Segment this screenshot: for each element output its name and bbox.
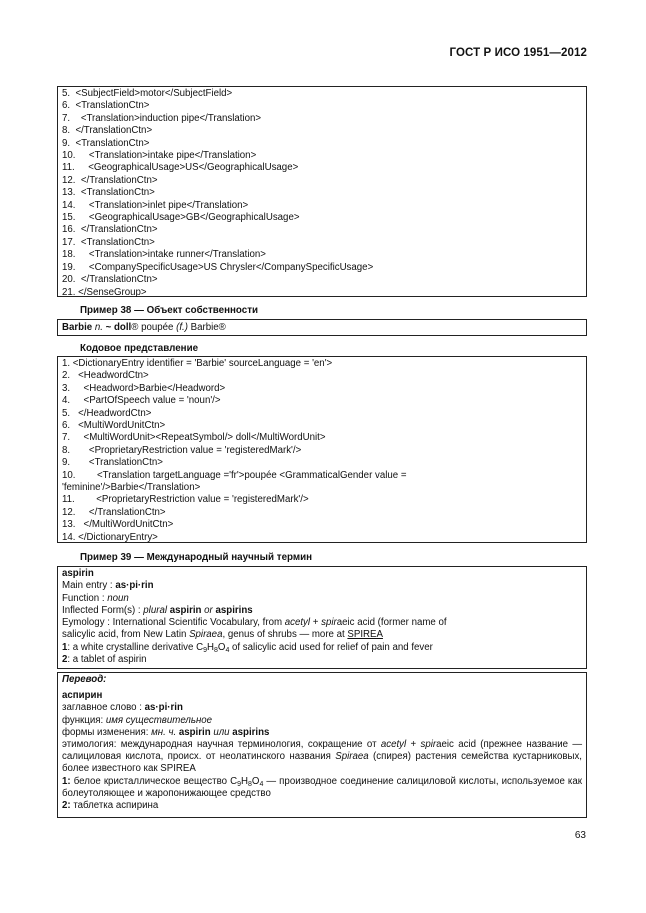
code-line: 13. <TranslationCtn>: [62, 187, 155, 199]
example-39-russian-translation: [57, 672, 587, 818]
code-line: 16. </TranslationCtn>: [62, 224, 158, 236]
ru-func-label: функция:: [62, 714, 106, 726]
code-line: 4. <PartOfSpeech value = 'noun'/>: [62, 395, 221, 407]
code-line: 15. <GeographicalUsage>GB</GeographicalUsage>: [62, 212, 300, 224]
function-line: [62, 593, 582, 605]
entry-registered-poupee: ® poupée: [131, 322, 177, 333]
ru-sub-9: 9: [237, 780, 241, 788]
ru-formula-h: H: [240, 775, 248, 787]
entry-pos: n.: [94, 322, 103, 333]
ru-etym-acetyl: acetyl: [380, 739, 407, 751]
etym1-spir: spir: [321, 617, 337, 629]
ru-etym-spiraea: Spiraea: [335, 751, 369, 763]
code-line: 9. <TranslationCtn>: [62, 137, 150, 149]
sense1-rest: of salicylic acid used for relief of pain and fever: [229, 641, 433, 653]
code-line: 2. <HeadwordCtn>: [62, 370, 149, 382]
inflected-form1: aspirin: [169, 604, 202, 616]
ru-sub-4: 4: [259, 780, 264, 788]
ru-etym-a: этимология: международная научная терминология, сокращение от: [62, 739, 381, 751]
aspirin-headword: aspirin: [62, 568, 94, 579]
sense-1: [62, 642, 582, 654]
entry-tilde-doll: ~ doll: [105, 322, 132, 333]
sense1-num: 1: [62, 641, 68, 653]
document-code: ГОСТ Р ИСО 1951—2012: [449, 47, 587, 59]
code-block-sensegroup: [57, 86, 587, 297]
ru-s1-text: белое кристаллическое вещество C: [70, 775, 238, 787]
code-line: 8. <ProprietaryRestriction value = 'registeredMark'/>: [62, 444, 302, 456]
main-entry-label: Main entry :: [62, 580, 116, 592]
etym2-a: salicylic acid, from New Latin: [62, 629, 190, 641]
function-label: Function :: [62, 592, 108, 604]
code-line: 20. </TranslationCtn>: [62, 274, 158, 286]
ru-s2-text: таблетка аспирина: [70, 800, 159, 812]
code-line: 12. </TranslationCtn>: [62, 174, 158, 186]
code-line: 1. <DictionaryEntry identifier = 'Barbie' sourceLanguage = 'en'>: [62, 358, 333, 369]
code-line: 12. </TranslationCtn>: [62, 506, 166, 518]
sense-2: [62, 654, 582, 666]
code-line: 14. </DictionaryEntry>: [62, 531, 158, 543]
code-line: 10. <Translation>intake pipe</Translation>: [62, 150, 257, 162]
code-line: 21. </SenseGroup>: [62, 286, 147, 298]
code-line: 6. <TranslationCtn>: [62, 100, 150, 112]
ru-forms-label: формы изменения:: [62, 726, 152, 738]
ru-s1-rest: — производное соединение салициловой кислоты, используемое как болеутоляющее и жаропонижающее средство: [62, 775, 583, 799]
function-value: noun: [107, 592, 129, 604]
formula-o: O: [217, 641, 226, 653]
ru-etym-d: (спирея) растения семейства кустарниковых, более известного как SPIREA: [62, 751, 582, 775]
ru-sense-2: [62, 800, 582, 812]
inflected-form2: aspirins: [215, 604, 253, 616]
inflected-plural: plural: [143, 604, 167, 616]
formula-h: H: [206, 641, 214, 653]
code-line: 6. <MultiWordUnitCtn>: [62, 420, 166, 432]
code-line: 11. <ProprietaryRestriction value = 'registeredMark'/>: [62, 494, 309, 506]
example-39-caption: Пример 39 — Международный научный термин: [80, 552, 313, 563]
ru-forms-pl: мн. ч.: [151, 726, 177, 738]
ru-main-value: as·pi·rin: [144, 702, 183, 714]
example-39-english-entry: [57, 566, 587, 669]
code-line: 'feminine'/>Barbie</Translation>: [62, 482, 201, 494]
ru-main-line: [62, 702, 582, 714]
entry-headword: Barbie: [62, 322, 93, 333]
ru-etym-plus: +: [406, 739, 421, 751]
ru-forms-w2: aspirins: [232, 726, 270, 738]
sub-9: 9: [203, 646, 207, 654]
sub-4: 4: [225, 646, 230, 654]
russian-headword: аспирин: [62, 690, 103, 702]
ru-etym-spir: spir: [420, 739, 437, 751]
ru-main-label: заглавное слово :: [62, 702, 145, 714]
page-number: 63: [574, 830, 586, 841]
etym1-acetyl: acetyl: [284, 617, 311, 629]
main-entry-line: [62, 580, 582, 592]
ru-etymology: [62, 739, 582, 776]
code-line: 5. </HeadwordCtn>: [62, 407, 152, 419]
ru-forms-line: [62, 727, 582, 739]
code-line: 7. <MultiWordUnit><RepeatSymbol/> doll</MultiWordUnit>: [62, 432, 326, 444]
ru-s2-num: 2:: [62, 800, 71, 812]
code-line: 19. <CompanySpecificUsage>US Chrysler</CompanySpecificUsage>: [62, 261, 374, 273]
code-line: 13. </MultiWordUnitCtn>: [62, 519, 174, 531]
code-representation-caption: Кодовое представление: [80, 343, 199, 354]
code-line: 9. <TranslationCtn>: [62, 457, 163, 469]
etymology-line2: [62, 629, 582, 641]
sub-8: 8: [213, 646, 218, 654]
etym2-spiraea: Spiraea: [189, 629, 223, 641]
main-entry-value: as·pi·rin: [115, 580, 154, 592]
ru-forms-w1: aspirin: [178, 726, 211, 738]
code-block-dictionary-entry: [57, 356, 587, 543]
etym1-c: aeic acid (former name of: [336, 617, 447, 629]
entry-gender: (f.): [176, 322, 188, 333]
ru-func-value: имя существительное: [105, 714, 213, 726]
inflected-label: Inflected Form(s) :: [62, 604, 144, 616]
ru-s1-num: 1:: [62, 775, 71, 787]
etym1-a: Eymology : International Scientific Vocabulary, from: [62, 617, 285, 629]
example-38-caption: Пример 38 — Объект собственности: [80, 305, 259, 316]
sense1-text: : a white crystalline derivative C: [67, 641, 204, 653]
sense2-num: 2: [62, 654, 68, 666]
example-38-entry: [57, 319, 587, 336]
code-line: 10. <Translation targetLanguage ='fr'>poupée <GrammaticalGender value =: [62, 469, 407, 481]
code-line: 14. <Translation>inlet pipe</Translation>: [62, 199, 249, 211]
inflected-line: [62, 605, 582, 617]
entry-translation: Barbie®: [187, 322, 226, 333]
ru-func-line: [62, 715, 582, 727]
etym1-plus: +: [310, 617, 322, 629]
translation-label: Перевод:: [62, 674, 107, 685]
ru-sub-8: 8: [247, 780, 252, 788]
code-line: 7. <Translation>induction pipe</Translation>: [62, 112, 262, 124]
code-line: 5. <SubjectField>motor</SubjectField>: [62, 88, 233, 99]
etymology-line1: [62, 617, 582, 629]
sense2-text: : a tablet of aspirin: [67, 654, 147, 666]
code-line: 8. </TranslationCtn>: [62, 125, 153, 137]
code-line: 11. <GeographicalUsage>US</GeographicalUsage>: [62, 162, 299, 174]
ru-etym-c: aeic acid (прежнее название — салициловая кислота, происх. от неолатинского названия: [62, 739, 583, 763]
code-line: 17. <TranslationCtn>: [62, 236, 155, 248]
code-line: 3. <Headword>Barbie</Headword>: [62, 382, 226, 394]
code-line: 18. <Translation>intake runner</Translation>: [62, 249, 266, 261]
ru-formula-o: O: [251, 775, 260, 787]
ru-sense-1: [62, 776, 582, 800]
spirea-link[interactable]: SPIREA: [347, 629, 383, 641]
ru-forms-or: или: [213, 726, 230, 738]
etym2-b: , genus of shrubs — more at: [222, 629, 348, 641]
inflected-or: or: [204, 604, 213, 616]
